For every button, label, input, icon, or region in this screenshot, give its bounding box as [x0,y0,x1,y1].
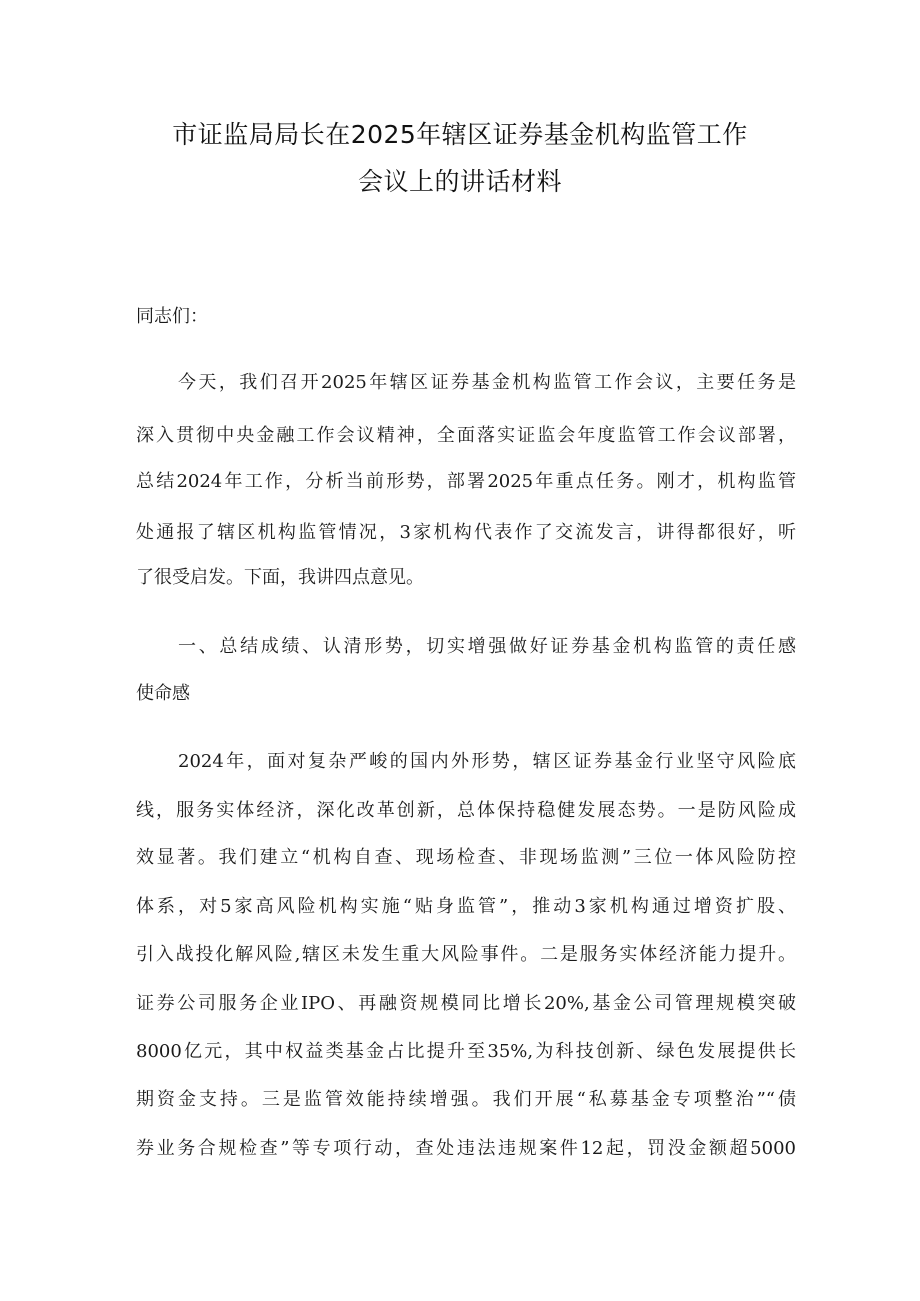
section-heading-1-line: 一、总结成绩、认清形势，切实增强做好证券基金机构监管的责任感 [178,636,796,657]
salutation: 同志们： [136,306,208,327]
section-heading-1-line: 使命感 [136,683,190,704]
paragraph-2-line: 线，服务实体经济，深化改革创新，总体保持稳健发展态势。一是防风险成 [136,800,796,821]
paragraph-1-line: 深入贯彻中央金融工作会议精神，全面落实证监会年度监管工作会议部署， [136,425,796,446]
paragraph-2-line: 8000亿元，其中权益类基金占比提升至35%,为科技创新、绿色发展提供长 [136,1041,796,1062]
paragraph-2-line: 效显著。我们建立“机构自查、现场检查、非现场监测”三位一体风险防控 [136,847,796,868]
paragraph-2-line: 体系，对5家高风险机构实施“贴身监管”，推动3家机构通过增资扩股、 [136,896,796,917]
paragraph-2-line: 引入战投化解风险,辖区未发生重大风险事件。二是服务实体经济能力提升。 [136,944,796,965]
paragraph-2-line: 证券公司服务企业IPO、再融资规模同比增长20%,基金公司管理规模突破 [136,993,796,1014]
paragraph-2-line: 券业务合规检查”等专项行动，查处违法违规案件12起，罚没金额超5000 [136,1138,796,1159]
paragraph-2-line: 期资金支持。三是监管效能持续增强。我们开展“私募基金专项整治”“债 [136,1089,796,1110]
paragraph-1-line: 了很受启发。下面，我讲四点意见。 [136,567,424,588]
paragraph-1-line: 今天，我们召开2025年辖区证券基金机构监管工作会议，主要任务是 [178,372,796,393]
document-title-line-1: 市证监局局长在2025年辖区证券基金机构监管工作 [172,120,748,149]
paragraph-2-line: 2024年，面对复杂严峻的国内外形势，辖区证券基金行业坚守风险底 [178,751,796,772]
paragraph-1-line: 处通报了辖区机构监管情况，3家机构代表作了交流发言，讲得都很好，听 [136,522,796,543]
document-title-line-2: 会议上的讲话材料 [357,167,562,196]
paragraph-1-line: 总结2024年工作，分析当前形势，部署2025年重点任务。刚才，机构监管 [136,471,796,492]
